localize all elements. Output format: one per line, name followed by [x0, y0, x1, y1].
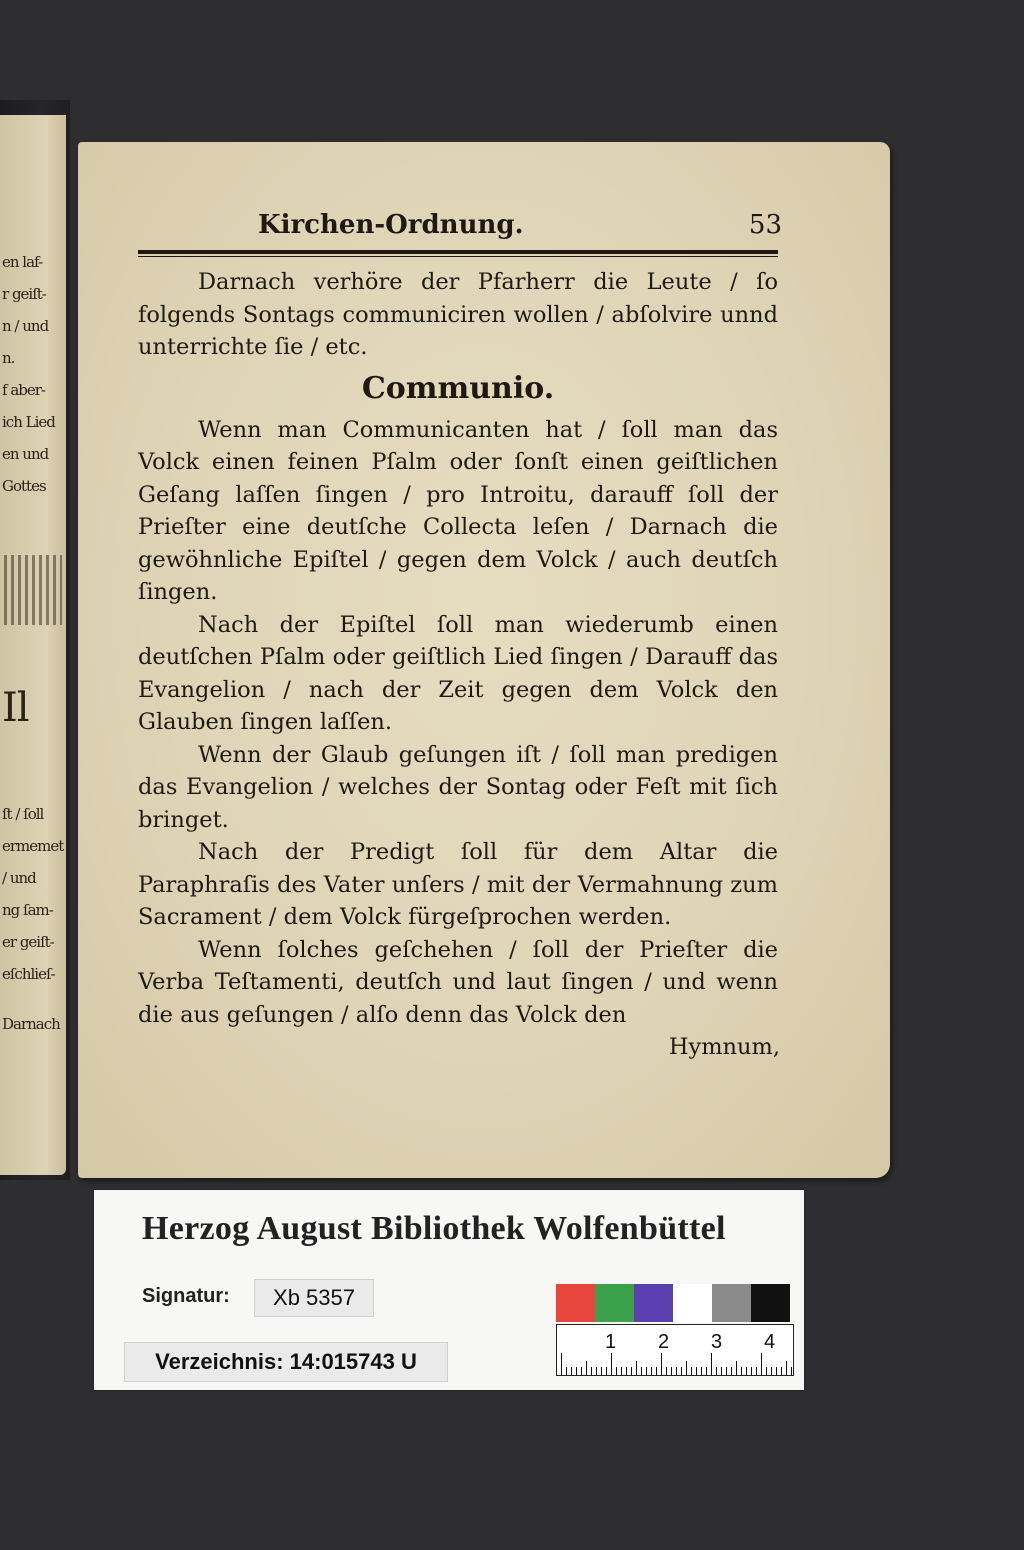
- scale-tick: [661, 1353, 662, 1375]
- facing-page-text: Gottes: [2, 477, 46, 495]
- scale-tick: [576, 1367, 577, 1375]
- scale-tick: [786, 1361, 787, 1375]
- facing-page-initial: Il: [2, 685, 29, 731]
- scale-tick: [586, 1361, 587, 1375]
- library-name: Herzog August Bibliothek Wolfenbüttel: [142, 1210, 726, 1247]
- paragraph: Nach der Predigt ſoll für dem Altar die Paraphraſis des Vater unſers / mit der Vermahnung zum Sacrament / dem Volck fürgeſprochen werden.: [138, 839, 778, 930]
- color-swatch: [751, 1284, 790, 1322]
- color-calibration-chart: [556, 1284, 794, 1378]
- scale-tick: [771, 1367, 772, 1375]
- color-swatch: [673, 1284, 712, 1322]
- scale-number: 3: [711, 1331, 723, 1353]
- facing-page-text: ich Lied: [2, 413, 55, 431]
- facing-page-text: ſt / ſoll: [2, 805, 44, 823]
- scale-tick: [776, 1367, 777, 1375]
- paragraph: Wenn man Communicanten hat / ſoll man das Volck einen feinen Pſalm oder ſonſt einen geiſtlichen Geſang laſſen ſingen / pro Introitu, darauff ſoll der Prieſter eine deutſche Collecta leſen / Darnach die gewöhnliche Epiſtel / gegen dem Volck / auch deutſch ſingen.: [138, 416, 778, 605]
- scale-tick: [751, 1367, 752, 1375]
- scale-tick: [766, 1367, 767, 1375]
- section-heading: Communio.: [361, 370, 555, 406]
- scale-tick: [631, 1367, 632, 1375]
- scale-tick: [566, 1367, 567, 1375]
- scale-number: 2: [658, 1331, 670, 1353]
- facing-page-text: n / und: [2, 317, 49, 335]
- catchword: Hymnum,: [668, 1034, 780, 1060]
- scale-number: 1: [605, 1331, 617, 1353]
- scale-tick: [636, 1361, 637, 1375]
- running-head-title: Kirchen-Ordnung.: [258, 210, 524, 240]
- scale-tick: [791, 1367, 792, 1375]
- ornament-band: [4, 555, 62, 625]
- scale-tick: [711, 1353, 712, 1375]
- scale-tick: [666, 1367, 667, 1375]
- scale-tick: [701, 1367, 702, 1375]
- signatur-label: Signatur:: [142, 1285, 230, 1307]
- paragraph: Nach der Epiſtel ſoll man wiederumb einen deutſchen Pſalm oder geiſtlich Lied ſingen / Darauff das Evangelion / nach der Zeit gegen dem Volck den Glauben ſingen laſſen.: [138, 611, 778, 735]
- scale-tick: [736, 1361, 737, 1375]
- scale-tick: [681, 1367, 682, 1375]
- library-label: [94, 1190, 804, 1390]
- color-swatch: [556, 1284, 595, 1322]
- book-page: [78, 142, 890, 1178]
- scale-tick: [626, 1367, 627, 1375]
- scale-tick: [721, 1367, 722, 1375]
- facing-page-text: Darnach: [2, 1015, 60, 1033]
- scale-tick: [611, 1353, 612, 1375]
- scale-tick: [646, 1367, 647, 1375]
- scale-tick: [601, 1367, 602, 1375]
- facing-page-text: f aber-: [2, 381, 45, 399]
- facing-page-text: er geiſt-: [2, 933, 54, 951]
- scale-tick: [676, 1367, 677, 1375]
- paragraph: Wenn ſolches geſchehen / ſoll der Prieſter die Verba Teſtamenti, deutſch und laut ſingen / und wenn die aus geſungen / alſo denn das Volck den: [138, 936, 778, 1028]
- scale-number: 4: [764, 1331, 776, 1353]
- scale-tick: [656, 1367, 657, 1375]
- scale-tick: [761, 1353, 762, 1375]
- measurement-scale: [556, 1324, 794, 1376]
- scale-tick: [561, 1353, 562, 1375]
- facing-page-text: en laf-: [2, 253, 43, 271]
- facing-page-text: r geiſt-: [2, 285, 46, 303]
- scale-tick: [596, 1367, 597, 1375]
- head-rule: [138, 250, 778, 254]
- scale-tick: [671, 1367, 672, 1375]
- facing-page-fragment: [0, 115, 66, 1175]
- head-rule-thin: [138, 256, 778, 257]
- scale-tick: [621, 1367, 622, 1375]
- color-swatch: [634, 1284, 673, 1322]
- scale-tick: [591, 1367, 592, 1375]
- color-swatch: [712, 1284, 751, 1322]
- scale-tick: [716, 1367, 717, 1375]
- scale-tick: [726, 1367, 727, 1375]
- body-text: [138, 266, 778, 1064]
- scale-tick: [651, 1367, 652, 1375]
- scale-tick: [741, 1367, 742, 1375]
- page-number: 53: [748, 210, 782, 240]
- paragraph: Wenn der Glaub geſungen iſt / ſoll man predigen das Evangelion / welches der Sontag oder Feſt mit ſich bringet.: [138, 741, 778, 833]
- scale-tick: [756, 1367, 757, 1375]
- scale-tick: [606, 1367, 607, 1375]
- page-content: [138, 210, 782, 1060]
- paragraph: Darnach verhöre der Pfarherr die Leute / ſo folgends Sontags communiciren wollen / abſolvire unnd unterrichte ſie / etc.: [138, 269, 778, 360]
- scale-tick: [641, 1367, 642, 1375]
- facing-page-text: eſchlieſ-: [2, 965, 55, 983]
- scale-tick: [686, 1361, 687, 1375]
- scale-tick: [731, 1367, 732, 1375]
- facing-page-text: en und: [2, 445, 49, 463]
- scale-tick: [691, 1367, 692, 1375]
- scale-tick: [706, 1367, 707, 1375]
- scale-tick: [746, 1367, 747, 1375]
- scale-tick: [581, 1367, 582, 1375]
- scale-tick: [696, 1367, 697, 1375]
- verzeichnis-value: Verzeichnis: 14:015743 U: [124, 1342, 448, 1382]
- facing-page-text: n.: [2, 349, 15, 367]
- facing-page-text: ermemet: [2, 837, 64, 855]
- scale-tick: [781, 1367, 782, 1375]
- color-swatch: [595, 1284, 634, 1322]
- running-head: [138, 210, 782, 250]
- facing-page-text: ng ſam-: [2, 901, 53, 919]
- signatur-value: Xb 5357: [254, 1279, 374, 1317]
- facing-page-text: / und: [2, 869, 36, 887]
- scale-tick: [616, 1367, 617, 1375]
- scale-tick: [571, 1367, 572, 1375]
